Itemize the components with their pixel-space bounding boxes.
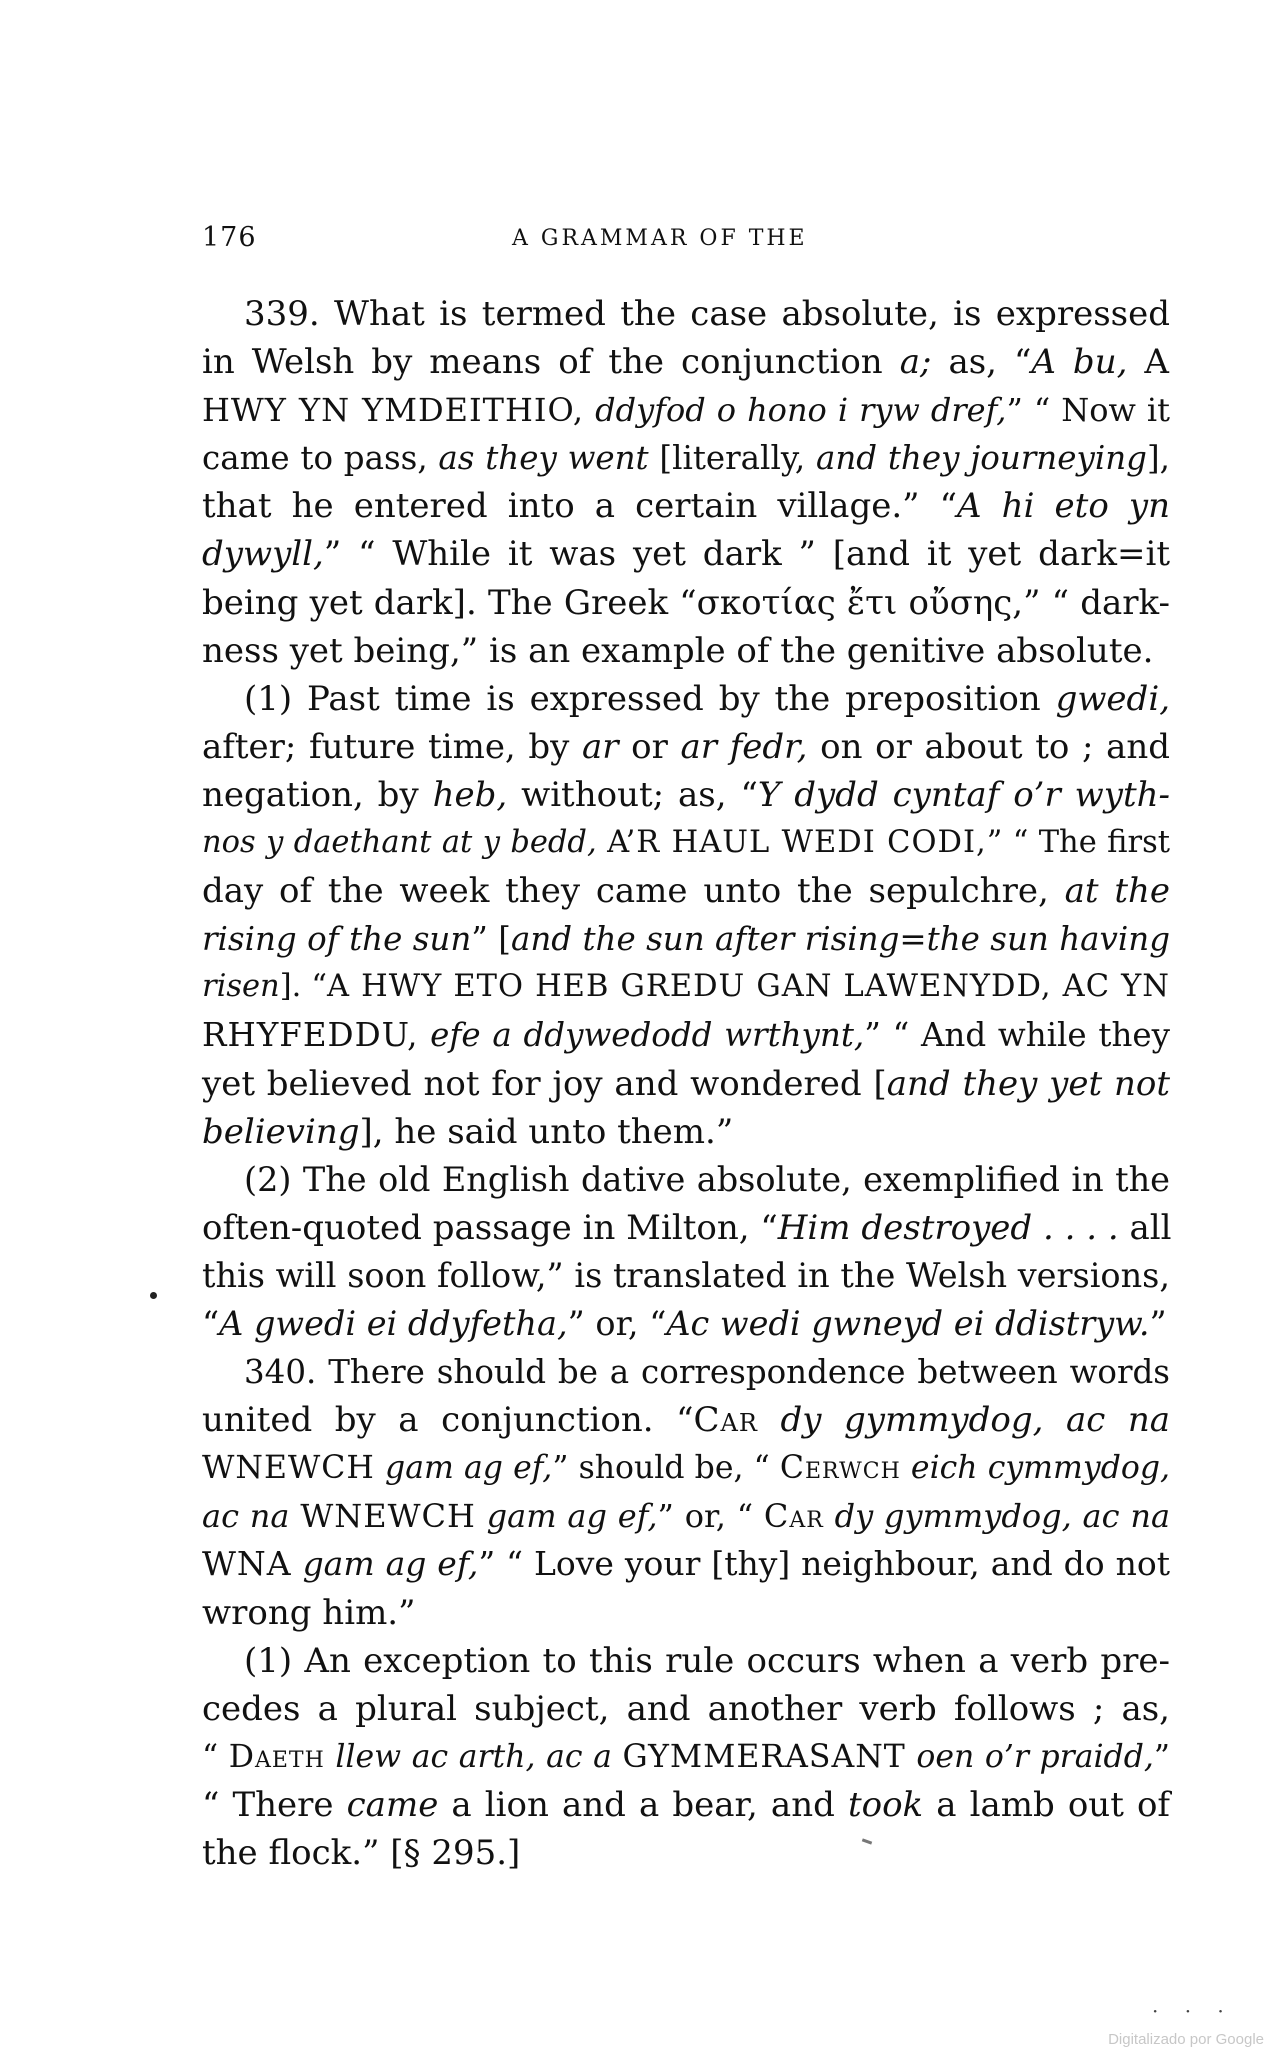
text-span: “ There (202, 1784, 347, 1825)
text-span: ]. “ (279, 969, 327, 1005)
text-span: ” (1153, 1738, 1171, 1775)
smallcaps-span: HWY YN YMDEITHIO, (202, 391, 585, 430)
text-line (202, 386, 1170, 434)
italic-span: ac na (202, 1497, 290, 1536)
section-340-start: 340. There should be a correspondence between words (244, 1353, 1170, 1392)
italic-span: nos y daethant at y bedd, (202, 825, 597, 861)
text-line (202, 675, 1170, 723)
text-line (202, 1156, 1170, 1204)
bottom-dots: · · · (1152, 1999, 1234, 2023)
text-line (202, 1252, 1170, 1300)
text-line (202, 530, 1170, 578)
italic-span: a; (899, 342, 932, 383)
text-span (597, 825, 607, 860)
text-span: negation, by (202, 774, 433, 815)
text-line (202, 1348, 1170, 1396)
text-span: that he entered into a certain village.” “ (202, 486, 958, 527)
italic-span: eich cymmydog, (910, 1450, 1170, 1487)
text-span: ” or, “ (567, 1303, 667, 1343)
text-span: ” [ (471, 920, 511, 959)
italic-span: efe a ddywedodd wrthynt, (430, 1016, 865, 1055)
text-line (202, 1637, 1170, 1685)
text-line (202, 290, 1170, 338)
text-line (202, 1060, 1170, 1108)
italic-span: A gwedi ei ddyfetha, (219, 1303, 568, 1343)
italic-span: gam ag ef, (385, 1450, 553, 1487)
smallcaps-span: Car (693, 1400, 758, 1441)
text-span: ], he said unto them.” (359, 1111, 734, 1152)
text-span: ” “ Now it (1006, 391, 1171, 430)
text-span (476, 1497, 487, 1535)
text-line (202, 1733, 1170, 1781)
italic-span: dywyll, (202, 534, 324, 575)
italic-span: A hi eto yn (957, 486, 1170, 527)
text-span: (1) An exception to this rule occurs when a verb pre- (244, 1640, 1170, 1681)
text-span: [literally, (648, 439, 816, 478)
text-span: as, “ (931, 342, 1032, 383)
text-line (202, 1300, 1170, 1348)
text-span: day of the week they came unto the sepulchre, (202, 871, 1065, 912)
italic-span: dy gymmydog, ac na (780, 1400, 1171, 1441)
text-span: all (1118, 1207, 1172, 1248)
italic-span: Y dydd cyntaf o’r wyth- (757, 774, 1170, 815)
italic-span: gam ag ef, (302, 1544, 479, 1584)
text-span (325, 1739, 336, 1775)
text-line (202, 819, 1170, 867)
text-span (290, 1497, 301, 1535)
text-span: united by a conjunction. “ (202, 1400, 694, 1441)
text-span: ” should be, “ (552, 1450, 780, 1487)
text-line (202, 723, 1170, 771)
text-span (418, 1016, 430, 1054)
text-span: (2) The old English dative absolute, exemplified in the (244, 1159, 1170, 1199)
text-span: in Welsh by means of the conjunction (202, 342, 900, 383)
text-line (202, 1829, 1170, 1877)
text-span: “ (202, 1303, 220, 1343)
smallcaps-span: WNEWCH (202, 1450, 375, 1487)
text-line (202, 771, 1170, 819)
text-span (1127, 342, 1144, 382)
italic-span: ar fedr, (680, 726, 808, 767)
text-line (202, 915, 1170, 963)
text-line (202, 1781, 1170, 1829)
text-line (202, 1108, 1170, 1156)
italic-span: ddyfod o hono i ryw dref, (595, 391, 1007, 430)
text-line (202, 867, 1170, 915)
italic-span: at the (1064, 871, 1170, 912)
smallcaps-span: Daeth (228, 1738, 325, 1775)
smallcaps-span: Car (763, 1497, 824, 1536)
text-line (202, 1396, 1170, 1444)
text-line (202, 1589, 1170, 1637)
italic-span: oen o’r praidd, (916, 1738, 1154, 1775)
italic-span: gwedi, (1055, 678, 1170, 719)
page-number: 176 (202, 222, 257, 253)
smallcaps-span: WNA (202, 1544, 292, 1584)
digitization-watermark: Digitalizado por Google (1108, 2031, 1264, 2048)
text-span: often-quoted passage in Milton, “ (202, 1207, 778, 1248)
italic-span: as they went (438, 439, 649, 478)
text-span (612, 1739, 623, 1775)
text-span: (1) Past time is expressed by the preposition (244, 678, 1056, 719)
text-line (202, 434, 1170, 482)
margin-dot-mark (150, 1292, 157, 1299)
text-span: the flock.” [§ 295.] (202, 1833, 521, 1873)
italic-span: Ac wedi gwneyd ei ddistryw. (666, 1303, 1150, 1343)
text-span: ” “ While it was yet dark ” [and it yet dark=it (323, 534, 1170, 575)
text-span: a lamb out of (923, 1784, 1171, 1825)
italic-span: and they yet not (886, 1063, 1170, 1104)
running-head (202, 222, 1170, 262)
text-span: yet believed not for joy and wondered [ (202, 1063, 887, 1104)
text-line (202, 627, 1170, 675)
text-line (202, 1011, 1170, 1059)
section-339-start: 339. What is termed the case absolute, is expressed (244, 294, 1170, 334)
italic-span: rising of the sun (202, 920, 472, 959)
smallcaps-span: A (1144, 342, 1170, 383)
body-text (202, 290, 1170, 1877)
text-span: on or about to ; and (807, 726, 1170, 767)
text-span (824, 1497, 835, 1535)
text-span: ” or, “ (657, 1497, 764, 1536)
text-span: ” “ And while they (864, 1016, 1170, 1055)
running-title: A GRAMMAR OF THE (512, 226, 808, 251)
text-span (292, 1544, 303, 1583)
italic-span: believing (202, 1111, 360, 1152)
text-span: without; as, “ (507, 774, 758, 815)
text-line (202, 1204, 1170, 1252)
text-span: being yet dark]. The Greek “σκοτίας ἔτι οὔσης,” “ dark- (202, 582, 1170, 623)
smallcaps-span: GYMMERASANT (622, 1738, 906, 1775)
italic-span: risen (202, 969, 280, 1005)
italic-span: came (346, 1784, 439, 1825)
text-span: ” (1149, 1303, 1167, 1343)
italic-span: dy gymmydog, ac na (834, 1497, 1171, 1536)
italic-span: heb, (432, 774, 508, 815)
italic-span: A bu, (1031, 342, 1128, 383)
text-line (202, 1444, 1170, 1492)
text-span: a lion and a bear, and (438, 1784, 848, 1825)
text-span (375, 1450, 385, 1486)
italic-span: and they journeying (815, 439, 1147, 478)
text-span: this will soon follow,” is translated in the Welsh versions, (202, 1255, 1170, 1295)
italic-span: ar (582, 726, 619, 767)
text-span (584, 391, 595, 429)
text-span: ness yet being,” is an example of the genitive absolute. (202, 630, 1154, 671)
text-span: ], (1146, 439, 1170, 478)
smallcaps-span: Cerwch (779, 1450, 901, 1487)
text-line (202, 963, 1170, 1011)
italic-span: llew ac arth, ac a (335, 1738, 612, 1775)
text-span: cedes a plural subject, and another verb follows ; as, (202, 1688, 1170, 1729)
text-span: came to pass, (202, 439, 439, 478)
text-span (906, 1739, 917, 1775)
italic-span: and the sun after rising=the sun having (510, 920, 1170, 959)
text-span: “ (202, 1738, 229, 1775)
smallcaps-span: WNEWCH (300, 1497, 476, 1536)
text-span (901, 1450, 911, 1486)
text-span (758, 1400, 781, 1440)
text-line (202, 1492, 1170, 1540)
italic-span: took (847, 1784, 924, 1825)
text-line (202, 1540, 1170, 1588)
text-span: after; future time, by (202, 726, 582, 767)
text-span: ” “ Love your [thy] neighbour, and do not (478, 1544, 1170, 1584)
text-line (202, 579, 1170, 627)
text-span: wrong him.” (202, 1592, 416, 1633)
text-span: ” “ The first (986, 825, 1170, 861)
italic-span: Him destroyed . . . . (777, 1207, 1119, 1248)
smallcaps-span: A’R HAUL WEDI CODI, (607, 825, 987, 861)
text-line (202, 338, 1170, 386)
text-line (202, 482, 1170, 530)
smallcaps-span: RHYFEDDU, (202, 1016, 419, 1055)
text-span: or (618, 726, 681, 767)
text-line (202, 1685, 1170, 1733)
italic-span: gam ag ef, (486, 1497, 658, 1536)
smallcaps-span: A HWY ETO HEB GREDU GAN LAWENYDD, AC YN (327, 969, 1170, 1005)
